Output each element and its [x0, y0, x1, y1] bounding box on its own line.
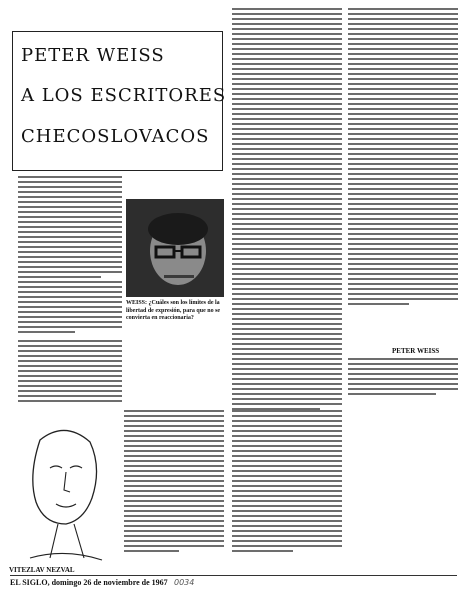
line-drawing-illustration: [10, 420, 120, 568]
footer-rule: [10, 575, 457, 576]
page-number: 0034: [174, 578, 195, 587]
photo-caption: WEISS: ¿Cuáles son los límites de la libertad de expresión, para que no se convierta en reaccionaria?: [126, 300, 221, 321]
body-column-left: [18, 340, 122, 405]
portrait-illustration: [126, 199, 224, 297]
intro-paragraph: [18, 176, 122, 336]
body-column-bottom-left: [124, 410, 224, 555]
portrait-photo: [126, 199, 224, 297]
body-column-bottom-middle: [232, 410, 342, 555]
headline-line-1: PETER WEISS: [21, 45, 165, 66]
body-column-right-top: [348, 8, 458, 308]
nezval-drawing: [10, 420, 120, 568]
author-signature: PETER WEISS: [392, 347, 440, 355]
body-column-middle-top: [232, 8, 342, 413]
headline-line-2: A LOS ESCRITORES: [21, 85, 227, 106]
drawing-caption: VITEZLAV NEZVAL: [9, 566, 75, 574]
publication-dateline: EL SIGLO, domingo 26 de noviembre de 1967: [10, 578, 168, 587]
body-column-right-bottom: [348, 358, 458, 398]
headline-box: [12, 31, 227, 171]
headline-line-3: CHECOSLOVACOS: [21, 126, 210, 147]
